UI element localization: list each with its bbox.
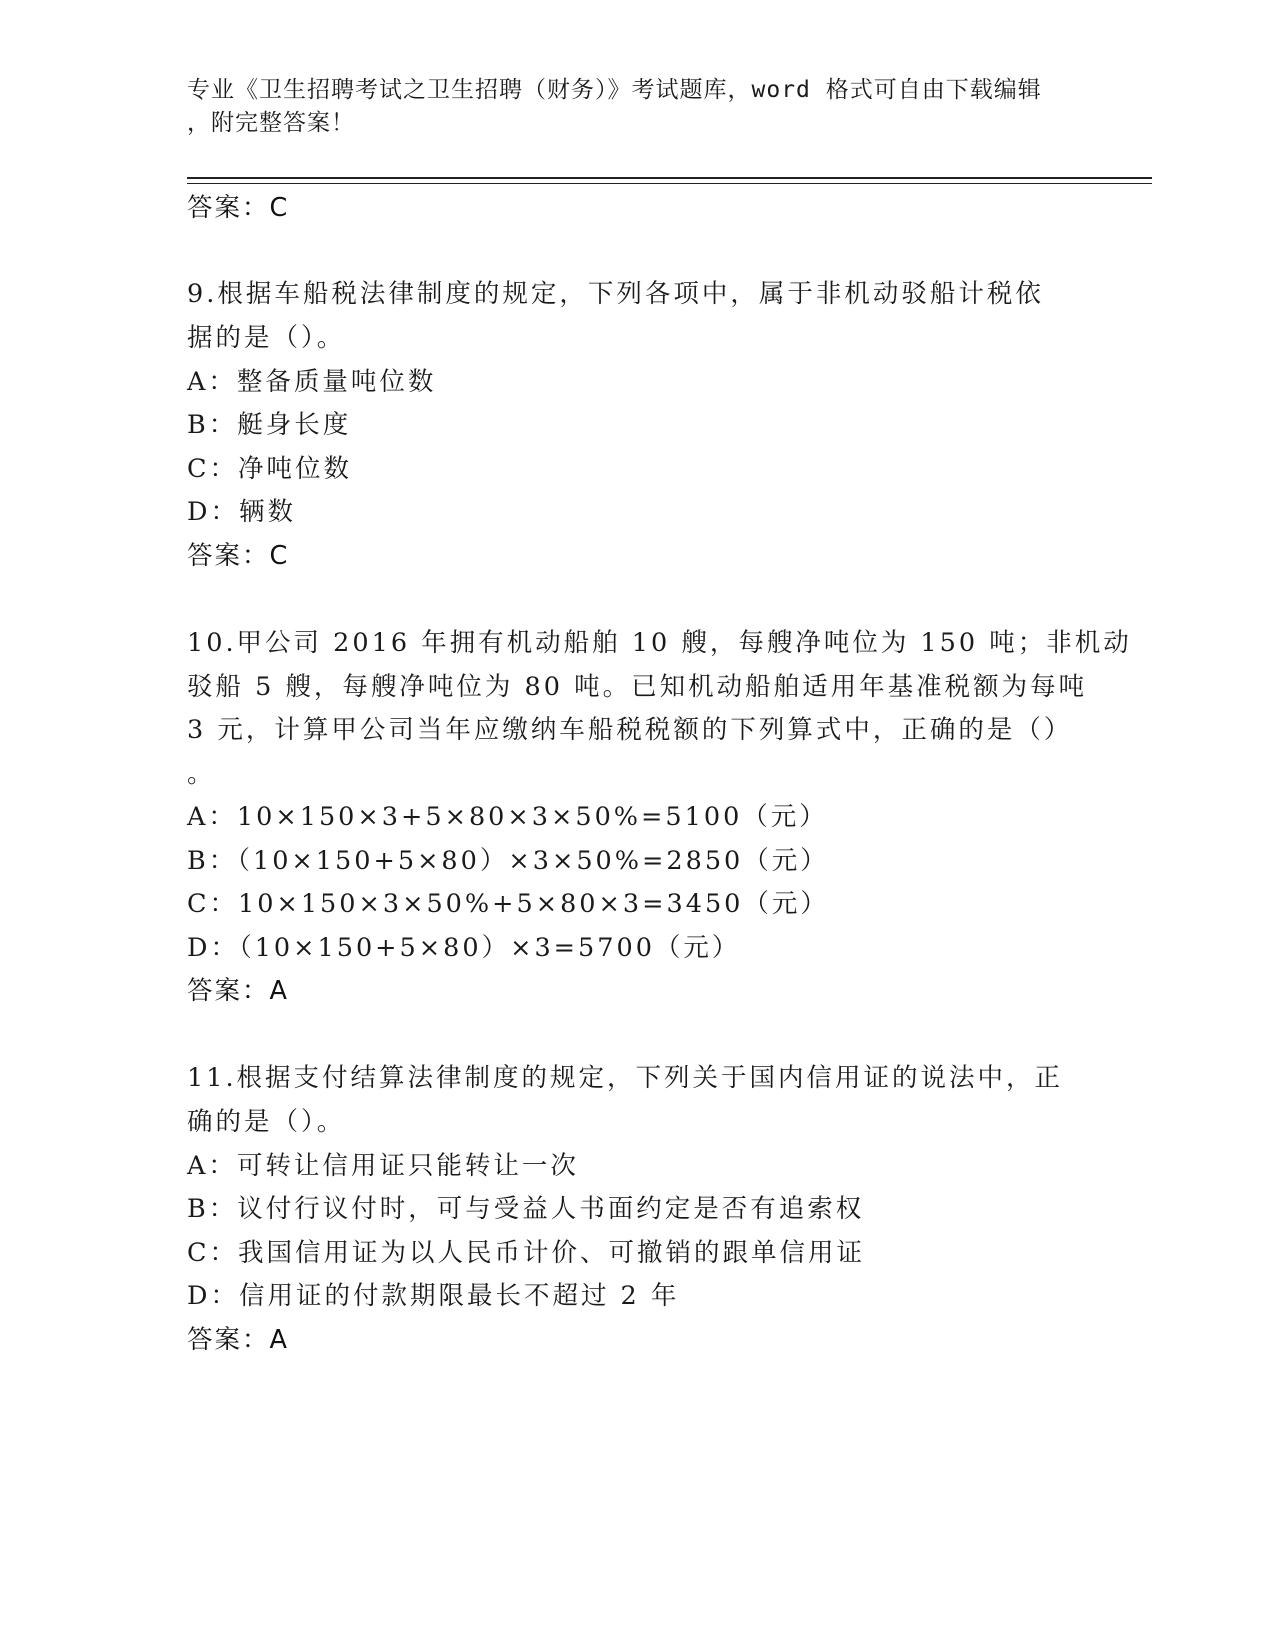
question-10-option-a: A：10×150×3+5×80×3×50%=5100（元） xyxy=(187,802,828,832)
header-divider-thin xyxy=(187,183,1152,184)
question-9-option-b: B：艇身长度 xyxy=(187,410,352,440)
question-9-option-a: A：整备质量吨位数 xyxy=(187,367,437,397)
question-10-option-d: D：（10×150+5×80）×3=5700（元） xyxy=(187,933,741,963)
question-9-answer: 答案：C xyxy=(187,541,290,571)
question-10-stem-line-1: 10.甲公司 2016 年拥有机动船舶 10 艘，每艘净吨位为 150 吨；非机动 xyxy=(187,628,1132,658)
question-11-option-d: D：信用证的付款期限最长不超过 2 年 xyxy=(187,1281,680,1311)
question-9-option-d: D：辆数 xyxy=(187,497,296,527)
header-line-2: ，附完整答案！ xyxy=(187,110,355,136)
question-10-stem-line-3: 3 元，计算甲公司当年应缴纳车船税税额的下列算式中，正确的是（） xyxy=(187,715,1073,745)
question-11-stem-line-2: 确的是（）。 xyxy=(187,1107,346,1137)
question-11-stem-line-1: 11.根据支付结算法律制度的规定，下列关于国内信用证的说法中，正 xyxy=(187,1063,1064,1093)
question-11-option-c: C：我国信用证为以人民币计价、可撤销的跟单信用证 xyxy=(187,1238,866,1268)
question-11-option-a: A：可转让信用证只能转让一次 xyxy=(187,1151,579,1181)
question-10-stem-line-2: 驳船 5 艘，每艘净吨位为 80 吨。已知机动船舶适用年基准税额为每吨 xyxy=(187,672,1088,702)
question-10-stem-line-4: 。 xyxy=(187,759,216,789)
header-divider-thick xyxy=(187,177,1152,179)
previous-question-answer: 答案：C xyxy=(187,193,290,223)
question-9-stem-line-1: 9.根据车船税法律制度的规定，下列各项中，属于非机动驳船计税依 xyxy=(187,279,1044,309)
question-10-option-b: B：（10×150+5×80）×3×50%=2850（元） xyxy=(187,846,829,876)
question-10-option-c: C：10×150×3×50%+5×80×3=3450（元） xyxy=(187,889,829,919)
question-11-answer: 答案：A xyxy=(187,1325,289,1355)
question-9-option-c: C：净吨位数 xyxy=(187,454,353,484)
header-line-1: 专业《卫生招聘考试之卫生招聘（财务）》考试题库，word 格式可自由下载编辑 xyxy=(187,77,1042,103)
question-11-option-b: B：议付行议付时，可与受益人书面约定是否有追索权 xyxy=(187,1194,865,1224)
question-10-answer: 答案：A xyxy=(187,976,289,1006)
document-header xyxy=(187,74,1067,140)
question-9-stem-line-2: 据的是（）。 xyxy=(187,323,346,353)
